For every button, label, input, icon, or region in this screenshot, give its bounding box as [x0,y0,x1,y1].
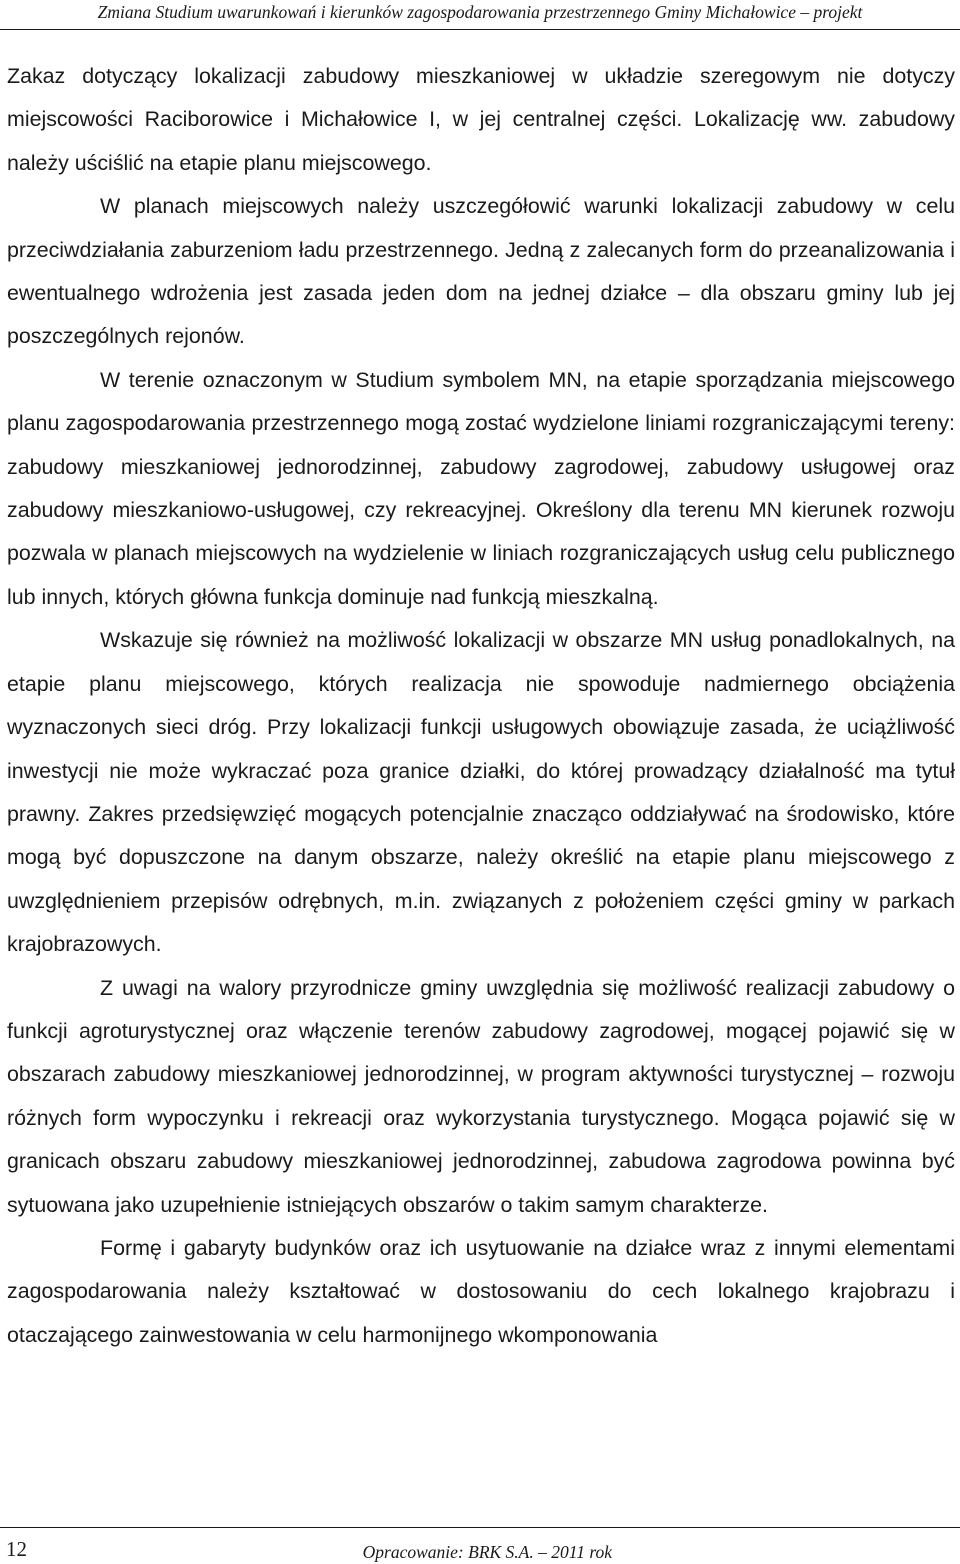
page-header [0,0,960,30]
footer-divider [0,1527,960,1528]
document-body [7,55,955,1357]
header-divider [0,29,960,30]
footer-credit: Opracowanie: BRK S.A. – 2011 rok [362,1542,612,1562]
paragraph: Z uwagi na walory przyrodnicze gminy uwzględnia się możliwość realizacji zabudowy o funkcji agroturystycznej oraz włączenie terenów zabudowy zagrodowej, mogącej pojawić się w obszarach zabudowy mieszkaniowej jednorodzinnej, w program aktywności turystycznej – rozwoju różnych form wypoczynku i rekreacji oraz wykorzystania turystycznego. Mogąca pojawić się w granicach obszaru zabudowy mieszkaniowej jednorodzinnej, zabudowa zagrodowa powinna być sytuowana jako uzupełnienie istniejących obszarów o takim samym charakterze. [7,975,955,1217]
paragraph: W terenie oznaczonym w Studium symbolem MN, na etapie sporządzania miejscowego planu zagospodarowania przestrzennego mogą zostać wydzielone liniami rozgraniczającymi tereny: zabudowy mieszkaniowej jednorodzinnej, zabudowy zagrodowej, zabudowy usługowej oraz zabudowy mieszkaniowo-usługowej, czy rekreacyjnej. Określony dla terenu MN kierunek rozwoju pozwala w planach miejscowych na wydzielenie w liniach rozgraniczających usług celu publicznego lub innych, których główna funkcja dominuje nad funkcją mieszkalną. [7,367,955,609]
header-title: Zmiana Studium uwarunkowań i kierunków zagospodarowania przestrzennego Gminy Michałowice – projekt [97,2,863,22]
paragraph: W planach miejscowych należy uszczegółowić warunki lokalizacji zabudowy w celu przeciwdziałania zaburzeniom ładu przestrzennego. Jedną z zalecanych form do przeanalizowania i ewentualnego wdrożenia jest zasada jeden dom na jednej działce – dla obszaru gminy lub jej poszczególnych rejonów. [7,194,955,349]
paragraph: Zakaz dotyczący lokalizacji zabudowy mieszkaniowej w układzie szeregowym nie dotyczy miejscowości Raciborowice i Michałowice I, w jej centralnej części. Lokalizację ww. zabudowy należy uściślić na etapie planu miejscowego. [7,64,955,175]
page-number: 12 [6,1537,27,1561]
paragraph: Formę i gabaryty budynków oraz ich usytuowanie na działce wraz z innymi elementami zagospodarowania należy kształtować w dostosowaniu do cech lokalnego krajobrazu i otaczającego zainwestowania w celu harmonijnego wkomponowania [7,1235,955,1347]
paragraph: Wskazuje się również na możliwość lokalizacji w obszarze MN usług ponadlokalnych, na etapie planu miejscowego, których realizacja nie spowoduje nadmiernego obciążenia wyznaczonych sieci dróg. Przy lokalizacji funkcji usługowych obowiązuje zasada, że uciążliwość inwestycji nie może wykraczać poza granice działki, do której prowadzący działalność ma tytuł prawny. Zakres przedsięwzięć mogących potencjalnie znacząco oddziaływać na środowisko, które mogą być dopuszczone na danym obszarze, należy określić na etapie planu miejscowego z uwzględnieniem przepisów odrębnych, m.in. związanych z położeniem części gminy w parkach krajobrazowych. [7,628,955,957]
